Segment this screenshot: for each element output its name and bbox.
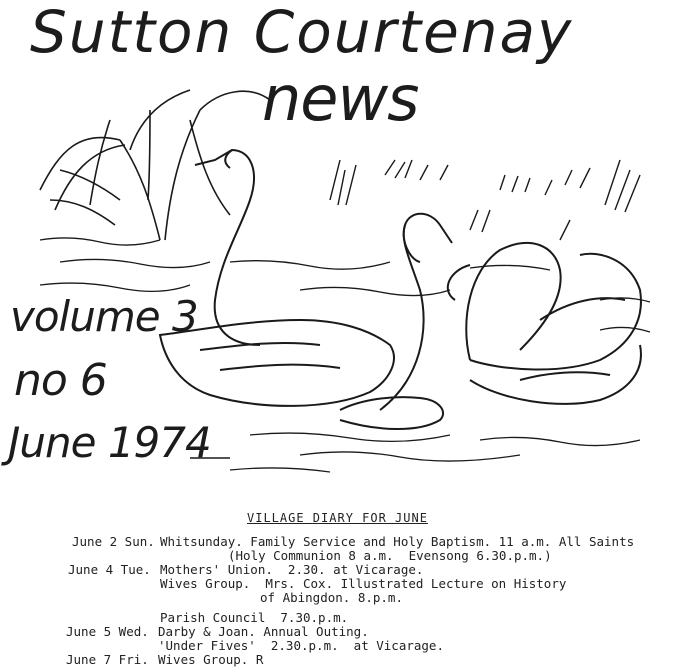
diary-entry: Whitsunday. Family Service and Holy Baptism. 11 a.m. All Saints [160,534,635,549]
masthead-subtitle: news [262,62,419,135]
village-diary [0,500,675,667]
volume-label: volume 3 [10,292,198,341]
diary-entry: of Abingdon. 8.p.m. [260,590,403,605]
diary-entry: Wives Group. Mrs. Cox. Illustrated Lecture on History [160,576,567,591]
diary-entry: Parish Council 7.30.p.m. [160,610,349,625]
diary-entry: Darby & Joan. Annual Outing. [158,624,369,639]
diary-entry: Mothers' Union. 2.30. at Vicarage. [160,562,424,577]
diary-date: June 7 Fri. [66,652,149,667]
diary-heading: VILLAGE DIARY FOR JUNE [247,511,428,525]
diary-entry: (Holy Communion 8 a.m. Evensong 6.30.p.m.) [228,548,552,563]
diary-date: June 5 Wed. [66,624,149,639]
diary-entry: 'Under Fives' 2.30.p.m. at Vicarage. [158,638,444,653]
issue-number: no 6 [14,355,107,406]
diary-entry: Wives Group. R [158,652,264,667]
issue-date: June 1974 [8,418,211,467]
diary-date: June 4 Tue. [68,562,151,577]
masthead-title: Sutton Courtenay [30,0,574,66]
diary-date: June 2 Sun. [72,534,155,549]
